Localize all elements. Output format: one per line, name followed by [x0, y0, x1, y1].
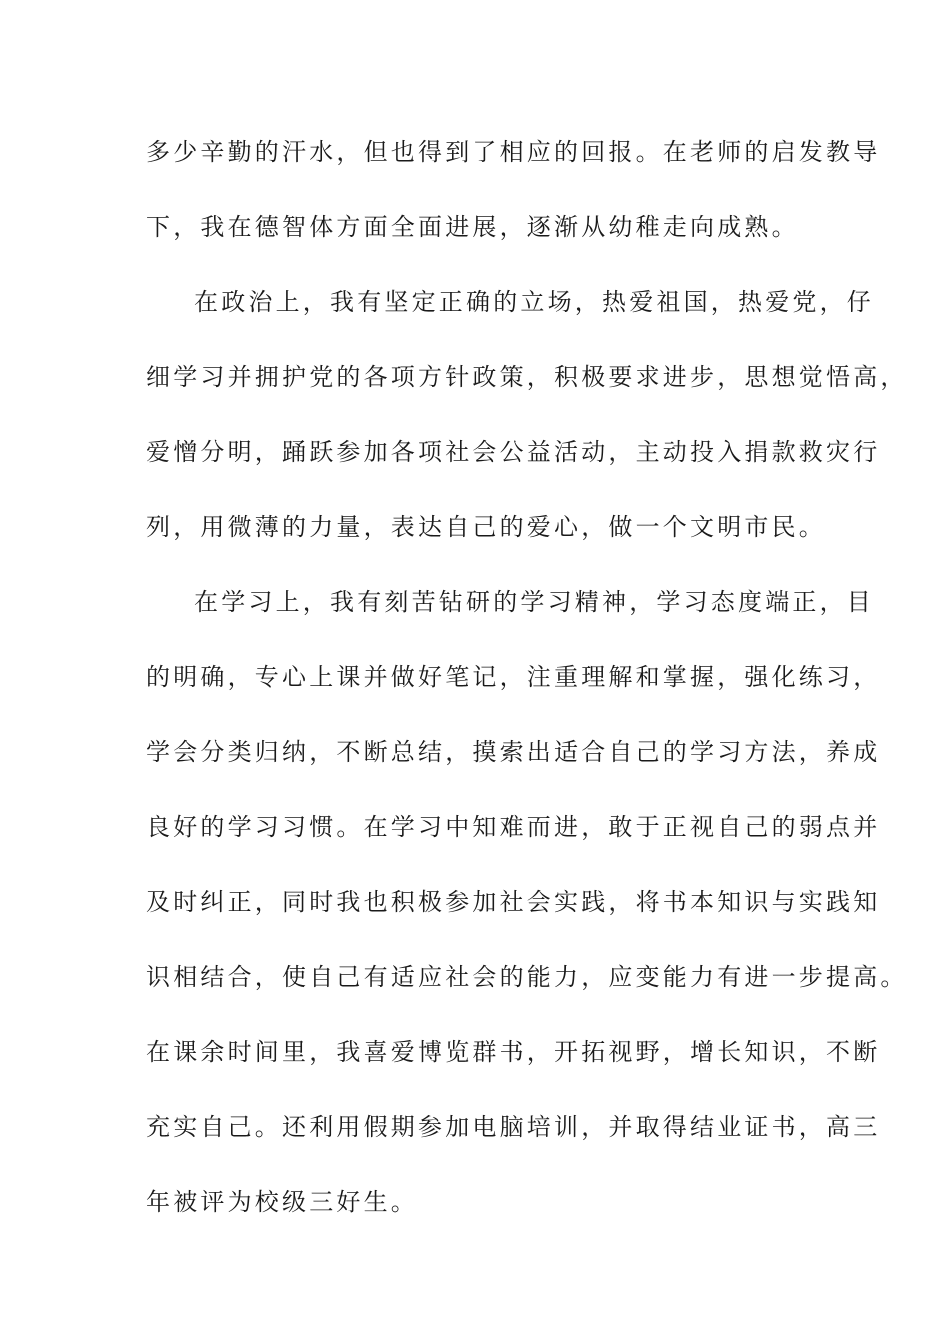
- text-line: 充实自己。还利用假期参加电脑培训，并取得结业证书，高三: [146, 1113, 881, 1141]
- text-line: 在课余时间里，我喜爱博览群书，开拓视野，增长知识，不断: [146, 1038, 881, 1066]
- text-line: 学会分类归纳，不断总结，摸索出适合自己的学习方法，养成: [146, 738, 881, 766]
- text-line: 及时纠正，同时我也积极参加社会实践，将书本知识与实践知: [146, 888, 881, 916]
- paragraph-start-line: 在政治上，我有坚定正确的立场，热爱祖国，热爱党，仔: [194, 288, 874, 316]
- text-line: 的明确，专心上课并做好笔记，注重理解和掌握，强化练习，: [146, 663, 881, 691]
- text-line: 爱憎分明，踊跃参加各项社会公益活动，主动投入捐款救灾行: [146, 438, 881, 466]
- text-line: 年被评为校级三好生。: [146, 1188, 418, 1216]
- text-line: 良好的学习习惯。在学习中知难而进，敢于正视自己的弱点并: [146, 813, 881, 841]
- text-line: 下，我在德智体方面全面进展，逐渐从幼稚走向成熟。: [146, 213, 799, 241]
- text-line: 识相结合，使自己有适应社会的能力，应变能力有进一步提高。: [146, 963, 908, 991]
- text-line: 列，用微薄的力量，表达自己的爱心，做一个文明市民。: [146, 513, 826, 541]
- text-line: 细学习并拥护党的各项方针政策，积极要求进步，思想觉悟高，: [146, 363, 908, 391]
- text-line: 多少辛勤的汗水，但也得到了相应的回报。在老师的启发教导: [146, 138, 881, 166]
- paragraph-start-line: 在学习上，我有刻苦钻研的学习精神，学习态度端正，目: [194, 588, 874, 616]
